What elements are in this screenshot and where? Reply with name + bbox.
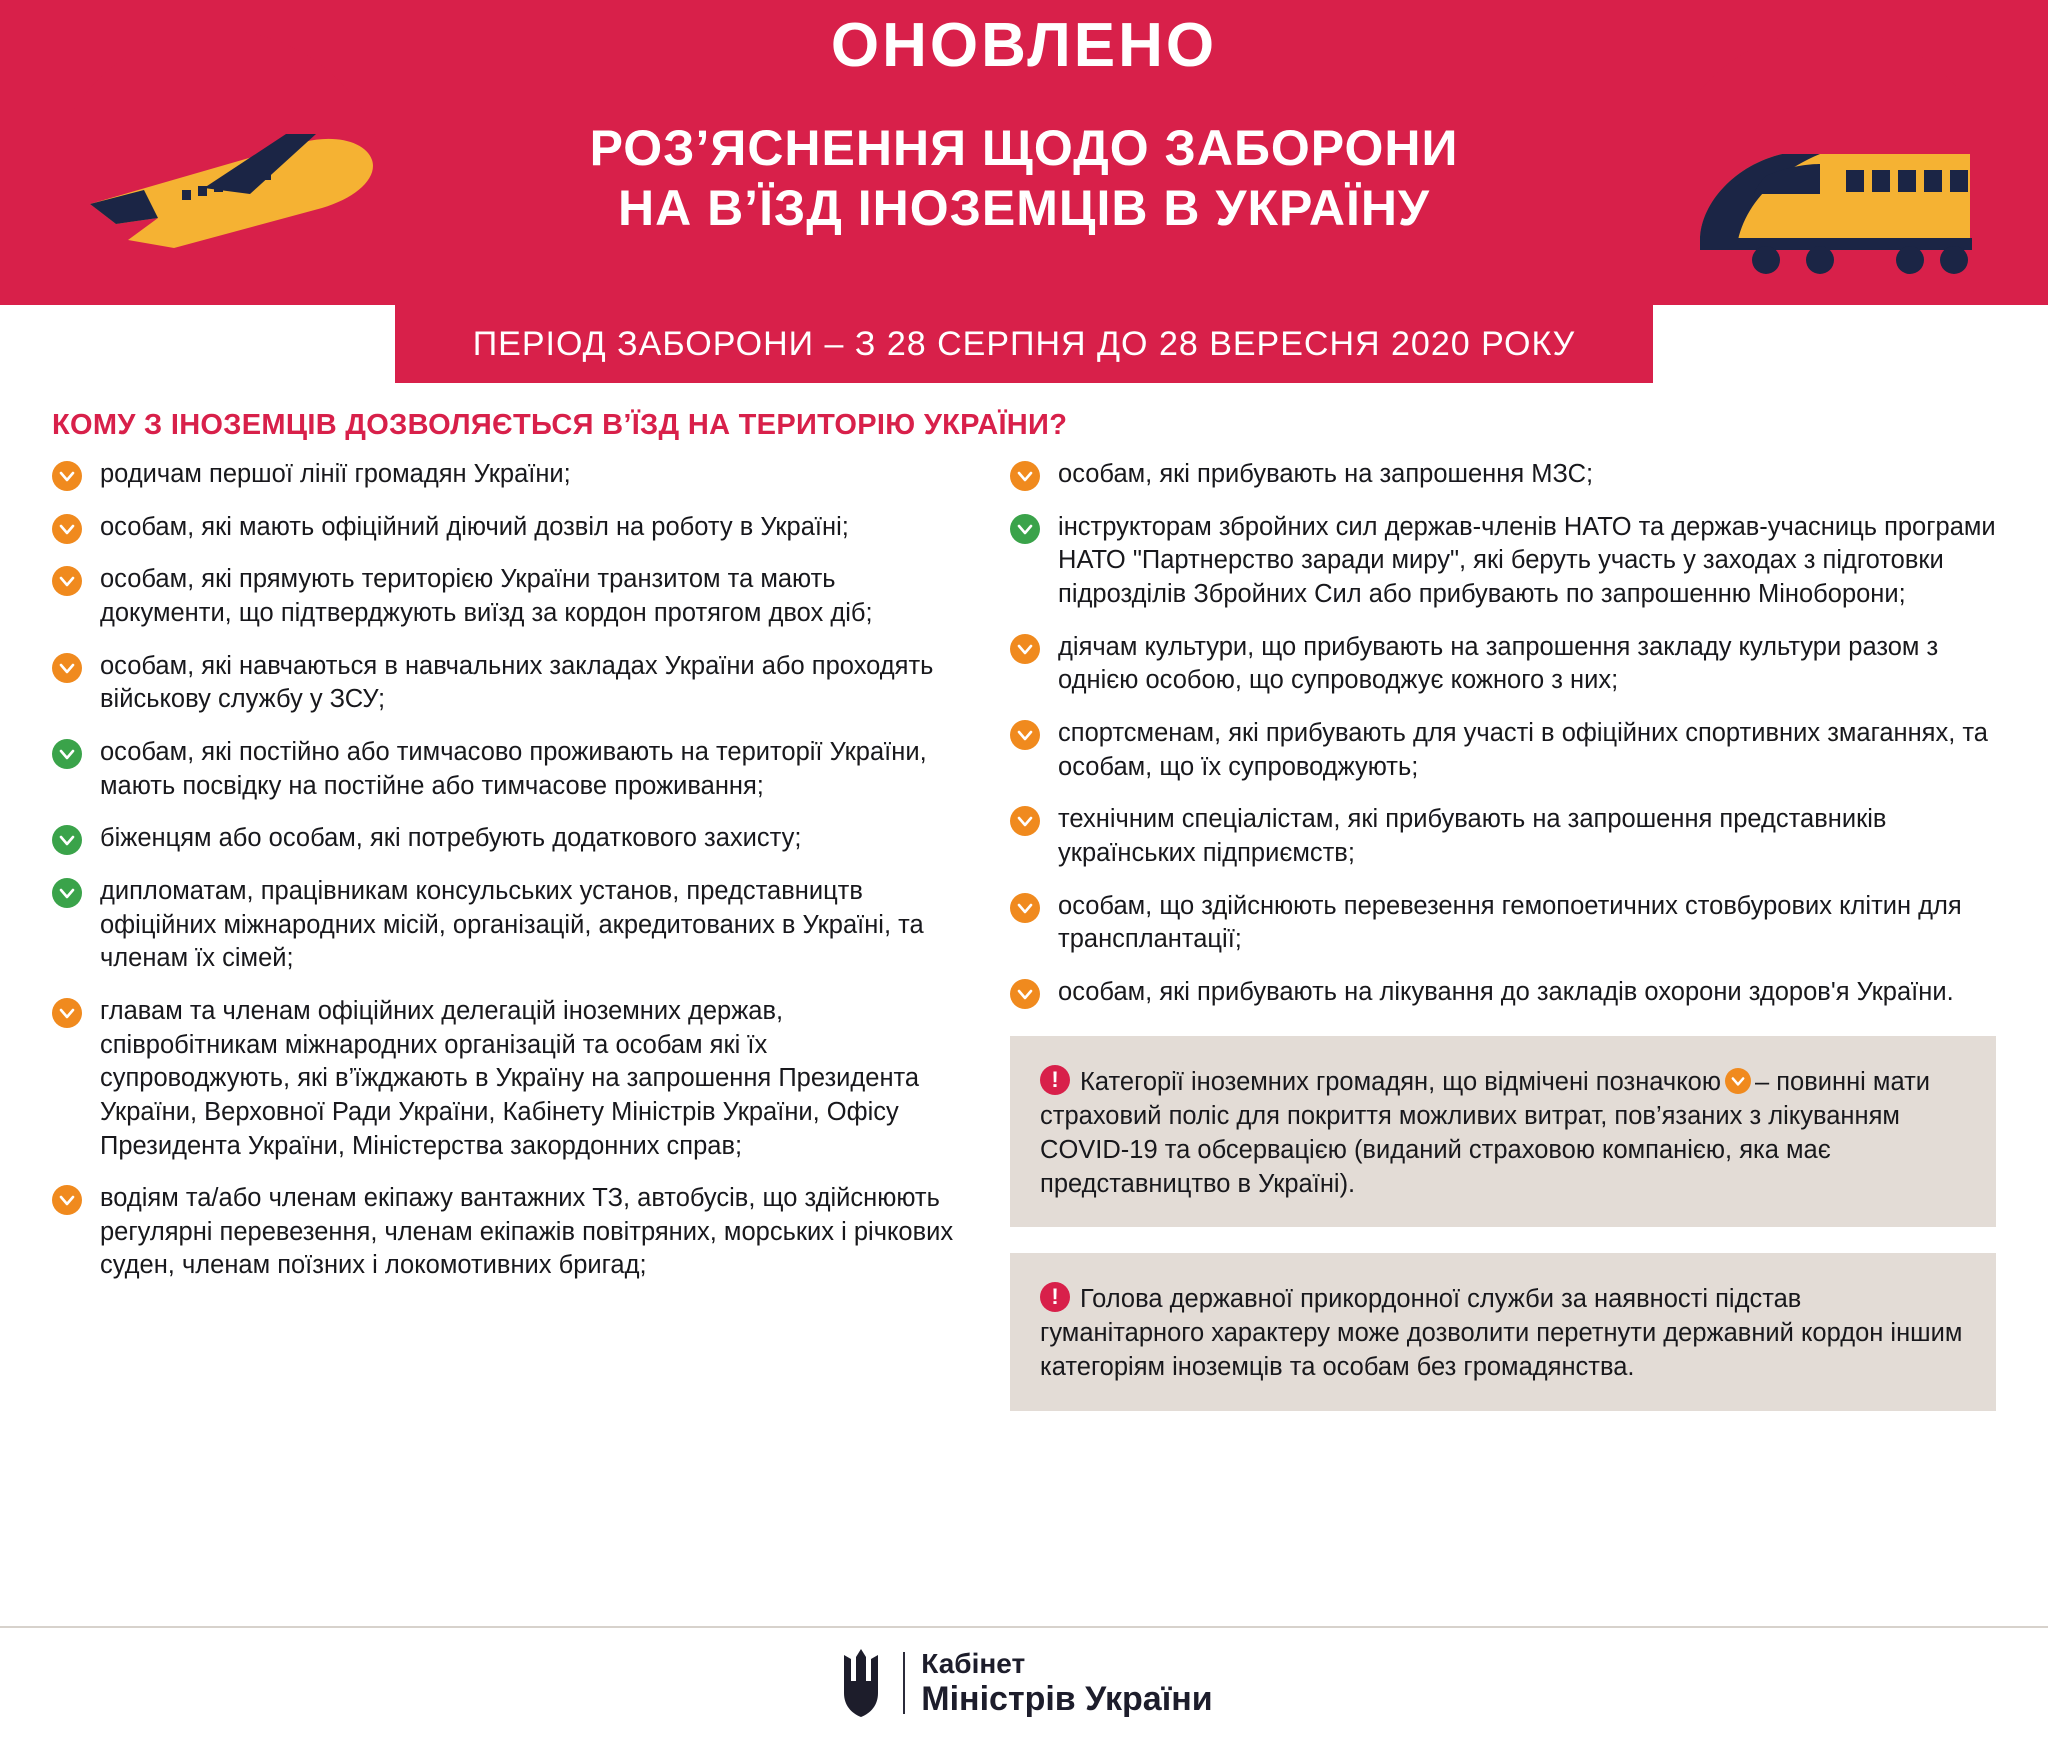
chevron-down-icon <box>1010 514 1040 544</box>
header-banner <box>0 0 2048 305</box>
content-area <box>0 383 2048 1411</box>
chevron-down-icon <box>1010 893 1040 923</box>
list-item-text: особам, які навчаються в навчальних закладах України або проходять військову службу у ЗСУ; <box>100 651 934 714</box>
list-item-text: главам та членам офіційних делегацій іноземних держав, співробітникам міжнародних організацій та особам які їх супроводжують, які в’їжджають в Україну на запрошення Президента України, Верховної Ради України, Кабінету Міністрів України, Офісу Президента України, Міністерства закордонних справ; <box>100 996 920 1160</box>
list-item <box>1010 976 1996 1010</box>
chevron-down-icon <box>1010 720 1040 750</box>
section-title: КОМУ З ІНОЗЕМЦІВ ДОЗВОЛЯЄТЬСЯ В’ЇЗД НА ТЕРИТОРІЮ УКРАЇНИ? <box>52 409 1068 441</box>
footer-divider <box>903 1652 905 1714</box>
chevron-down-icon <box>52 1185 82 1215</box>
list-item <box>52 563 964 630</box>
chevron-down-icon <box>1010 979 1040 1009</box>
allowed-list-right <box>1010 458 1996 1010</box>
list-item-text: біженцям або особам, які потребують додаткового захисту; <box>100 824 802 853</box>
footer-line2: Міністрів України <box>921 1679 1213 1718</box>
period-text: ПЕРІОД ЗАБОРОНИ – З 28 СЕРПНЯ ДО 28 ВЕРЕСНЯ 2020 РОКУ <box>472 324 1576 363</box>
list-item <box>1010 803 1996 870</box>
list-item <box>1010 890 1996 957</box>
list-item-text: особам, що здійснюють перевезення гемопоетичних стовбурових клітин для трансплантації; <box>1058 891 1962 954</box>
list-item-text: спортсменам, які прибувають для участі в офіційних спортивних змаганнях, та особам, що їх супроводжують; <box>1058 718 1988 781</box>
note-text: Голова державної прикордонної служби за наявності підстав гуманітарного характеру може дозволити перетнути державний кордон іншим категоріям іноземців та особам без громадянства. <box>1040 1285 1963 1382</box>
chevron-down-icon <box>52 653 82 683</box>
chevron-down-icon <box>1725 1068 1751 1094</box>
footer <box>0 1626 2048 1738</box>
note-insurance <box>1010 1036 1996 1228</box>
list-item <box>52 822 964 856</box>
list-item <box>52 511 964 545</box>
chevron-down-icon <box>52 566 82 596</box>
page-title-line2: НА В’ЇЗД ІНОЗЕМЦІВ В УКРАЇНУ <box>617 180 1431 236</box>
list-item-text: особам, які прибувають на запрошення МЗС; <box>1058 460 1594 488</box>
note-border-chief <box>1010 1253 1996 1410</box>
list-item <box>52 458 964 492</box>
note-text-before: Категорії іноземних громадян, що відмічені позначкою <box>1080 1067 1721 1096</box>
trident-icon <box>835 1647 887 1719</box>
chevron-down-icon <box>52 461 82 491</box>
list-item-text: технічним спеціалістам, які прибувають на запрошення представників українських підприємств; <box>1058 805 1887 867</box>
left-column <box>52 458 964 1302</box>
footer-line1: Кабінет <box>921 1648 1026 1680</box>
list-item <box>1010 458 1996 492</box>
list-item <box>1010 631 1996 698</box>
two-column-layout <box>52 458 1996 1411</box>
right-column <box>1010 458 1996 1411</box>
chevron-down-icon <box>52 825 82 855</box>
list-item-text: особам, які постійно або тимчасово проживають на території України, мають посвідку на постійне або тимчасове проживання; <box>100 737 927 800</box>
list-item-text: діячам культури, що прибувають на запрошення закладу культури разом з однією особою, що супроводжує кожного з них; <box>1058 632 1939 695</box>
list-item-text: особам, які прибувають на лікування до закладів охорони здоров'я України. <box>1058 977 1954 1006</box>
list-item <box>52 650 964 717</box>
updated-badge: ОНОВЛЕНО <box>830 11 1218 80</box>
chevron-down-icon <box>1010 461 1040 491</box>
chevron-down-icon <box>52 739 82 769</box>
page-title-line1: РОЗ’ЯСНЕННЯ ЩОДО ЗАБОРОНИ <box>589 120 1459 176</box>
list-item-text: особам, які прямують територією України транзитом та мають документи, що підтверджують виїзд за кордон протягом двох діб; <box>100 565 873 627</box>
exclamation-icon <box>1040 1065 1070 1095</box>
chevron-down-icon <box>1010 806 1040 836</box>
chevron-down-icon <box>52 514 82 544</box>
list-item-text: родичам першої лінії громадян України; <box>100 460 571 488</box>
note-text-after: – повинні мати страховий поліс для покриття можливих витрат, пов’язаних з лікуванням COVID-19 та обсервацією (виданий страховою компанією, яка має представництво в Україні). <box>1040 1067 1930 1198</box>
chevron-down-icon <box>52 998 82 1028</box>
list-item <box>1010 511 1996 612</box>
list-item <box>52 1182 964 1283</box>
list-item-text: особам, які мають офіційний діючий дозвіл на роботу в Україні; <box>100 512 849 541</box>
list-item-text: інструкторам збройних сил держав-членів НАТО та держав-учасниць програми НАТО "Партнерство заради миру", які беруть участь у заходах з підготовки підрозділів Збройних Сил або прибувають по запрошенню Міноборони; <box>1058 512 1996 608</box>
chevron-down-icon <box>52 878 82 908</box>
list-item-text: дипломатам, працівникам консульських установ, представництв офіційних міжнародних місій, організацій, акредитованих в Україні, та членам їх сімей; <box>100 876 924 973</box>
list-item <box>52 736 964 803</box>
period-bar <box>0 305 2048 383</box>
footer-label <box>921 1648 1212 1717</box>
allowed-list-left <box>52 458 964 1283</box>
chevron-down-icon <box>1010 634 1040 664</box>
exclamation-icon <box>1040 1282 1070 1312</box>
list-item <box>52 875 964 976</box>
list-item <box>1010 717 1996 784</box>
list-item <box>52 995 964 1163</box>
list-item-text: водіям та/або членам екіпажу вантажних ТЗ, автобусів, що здійснюють регулярні перевезення, членам екіпажів повітряних, морських і річкових суден, членам поїзних і локомотивних бригад; <box>100 1184 954 1280</box>
